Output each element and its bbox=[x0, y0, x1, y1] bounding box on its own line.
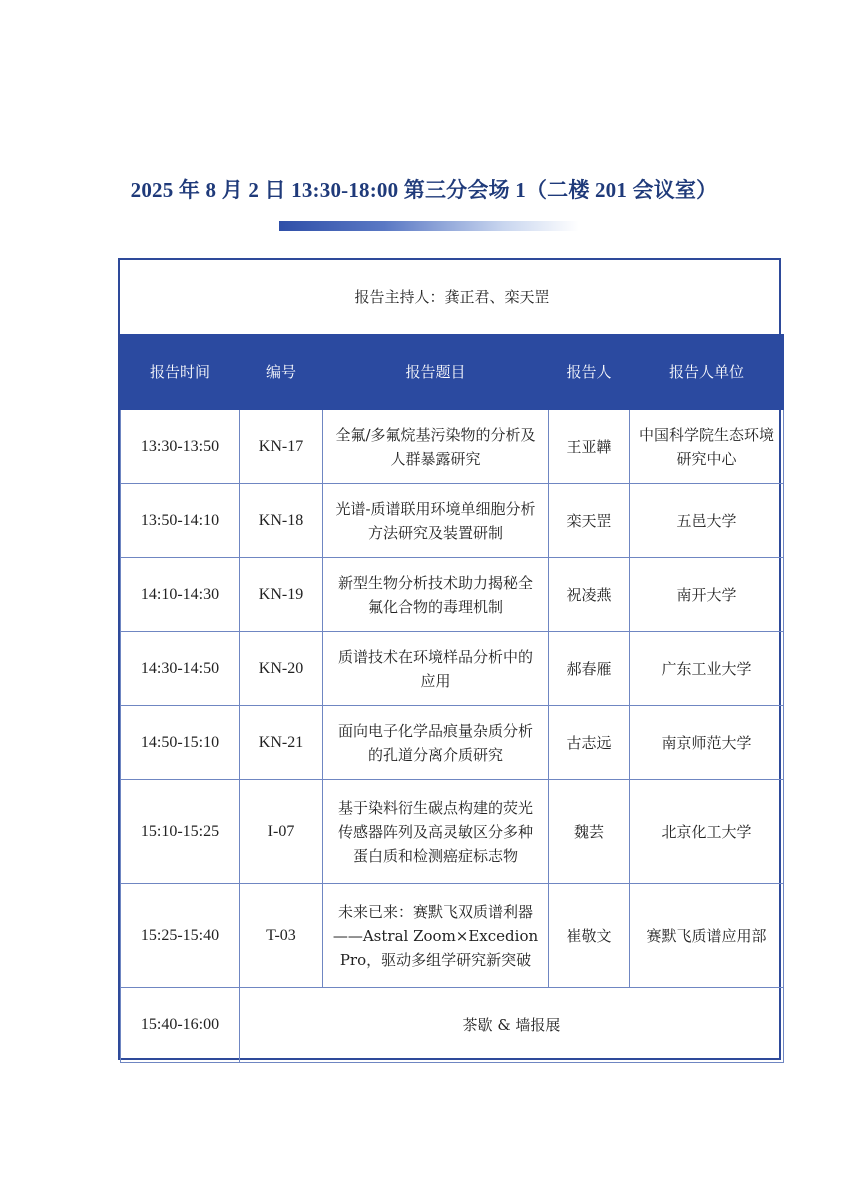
cell-topic: 质谱技术在环境样品分析中的应用 bbox=[323, 632, 549, 706]
cell-time: 13:30-13:50 bbox=[121, 410, 240, 484]
break-row bbox=[121, 988, 784, 1063]
cell-speaker: 崔敬文 bbox=[549, 884, 630, 988]
cell-code: KN-17 bbox=[240, 410, 323, 484]
header-time: 报告时间 bbox=[121, 335, 240, 410]
cell-time: 14:30-14:50 bbox=[121, 632, 240, 706]
cell-speaker: 祝凌燕 bbox=[549, 558, 630, 632]
cell-unit: 广东工业大学 bbox=[630, 632, 784, 706]
cell-code: I-07 bbox=[240, 780, 323, 884]
cell-speaker: 王亚韡 bbox=[549, 410, 630, 484]
cell-time: 15:10-15:25 bbox=[121, 780, 240, 884]
cell-time: 13:50-14:10 bbox=[121, 484, 240, 558]
cell-time: 14:10-14:30 bbox=[121, 558, 240, 632]
header-code: 编号 bbox=[240, 335, 323, 410]
page-title: 2025 年 8 月 2 日 13:30-18:00 第三分会场 1（二楼 201 会议室） bbox=[130, 178, 718, 202]
cell-topic: 光谱-质谱联用环境单细胞分析方法研究及装置研制 bbox=[323, 484, 549, 558]
table-row bbox=[121, 632, 784, 706]
cell-code: KN-19 bbox=[240, 558, 323, 632]
header-topic: 报告题目 bbox=[323, 335, 549, 410]
cell-topic: 未来已来：赛默飞双质谱利器——Astral Zoom×Excedion Pro，驱动多组学研究新突破 bbox=[323, 884, 549, 988]
cell-code: KN-21 bbox=[240, 706, 323, 780]
break-time: 15:40-16:00 bbox=[121, 988, 240, 1063]
table-header-row bbox=[121, 335, 784, 410]
table-row bbox=[121, 558, 784, 632]
cell-unit: 南开大学 bbox=[630, 558, 784, 632]
host-cell: 报告主持人：龚正君、栾天罡 bbox=[354, 288, 550, 306]
header-speaker: 报告人 bbox=[549, 335, 630, 410]
table-row bbox=[121, 884, 784, 988]
title-underline-bar bbox=[279, 221, 579, 231]
schedule-table bbox=[120, 260, 784, 1063]
cell-unit: 南京师范大学 bbox=[630, 706, 784, 780]
host-row bbox=[121, 260, 784, 335]
cell-unit: 中国科学院生态环境研究中心 bbox=[630, 410, 784, 484]
cell-unit: 北京化工大学 bbox=[630, 780, 784, 884]
cell-unit: 五邑大学 bbox=[630, 484, 784, 558]
cell-topic: 全氟/多氟烷基污染物的分析及人群暴露研究 bbox=[323, 410, 549, 484]
break-label: 茶歇 & 墙报展 bbox=[240, 988, 784, 1063]
header-unit: 报告人单位 bbox=[630, 335, 784, 410]
schedule-table-frame bbox=[118, 258, 781, 1060]
table-row bbox=[121, 484, 784, 558]
cell-speaker: 栾天罡 bbox=[549, 484, 630, 558]
cell-code: T-03 bbox=[240, 884, 323, 988]
cell-code: KN-18 bbox=[240, 484, 323, 558]
cell-unit: 赛默飞质谱应用部 bbox=[630, 884, 784, 988]
table-row bbox=[121, 706, 784, 780]
cell-time: 14:50-15:10 bbox=[121, 706, 240, 780]
cell-topic: 面向电子化学品痕量杂质分析的孔道分离介质研究 bbox=[323, 706, 549, 780]
cell-speaker: 古志远 bbox=[549, 706, 630, 780]
cell-topic: 新型生物分析技术助力揭秘全氟化合物的毒理机制 bbox=[323, 558, 549, 632]
table-row bbox=[121, 410, 784, 484]
cell-time: 15:25-15:40 bbox=[121, 884, 240, 988]
cell-code: KN-20 bbox=[240, 632, 323, 706]
cell-speaker: 魏芸 bbox=[549, 780, 630, 884]
cell-speaker: 郝春雁 bbox=[549, 632, 630, 706]
table-row bbox=[121, 780, 784, 884]
cell-topic: 基于染料衍生碳点构建的荧光传感器阵列及高灵敏区分多种蛋白质和检测癌症标志物 bbox=[323, 780, 549, 884]
